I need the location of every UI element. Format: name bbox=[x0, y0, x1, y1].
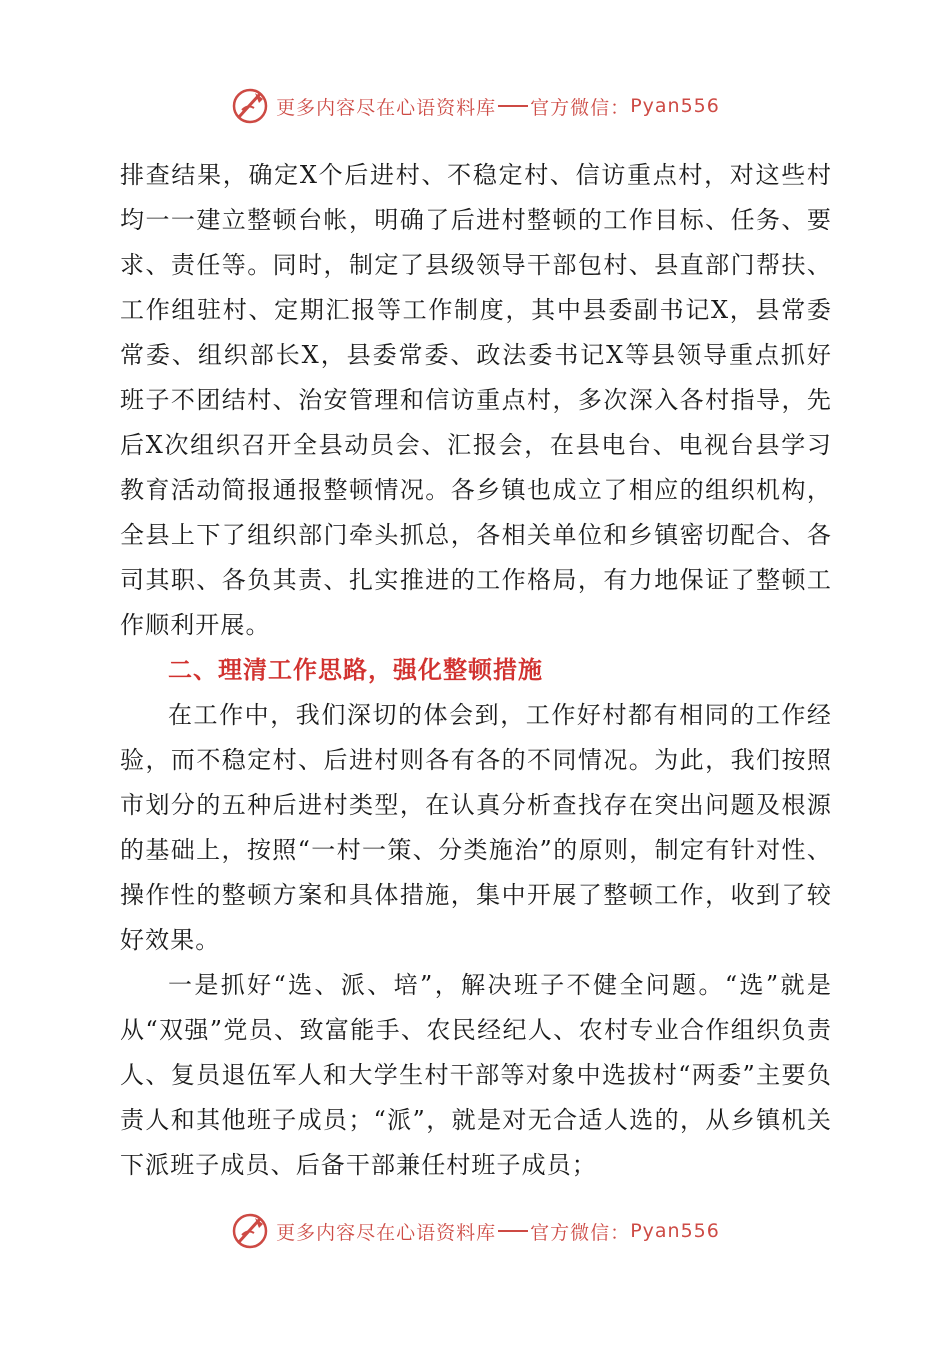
document-body bbox=[120, 153, 832, 1188]
header-banner bbox=[0, 84, 950, 128]
footer-banner bbox=[0, 1209, 950, 1253]
banner-text: 更多内容尽在心语资料库 bbox=[276, 96, 497, 119]
banner-dash bbox=[498, 1230, 528, 1232]
section-heading-2: 二、理清工作思路，强化整顿措施 bbox=[168, 656, 543, 684]
pen-logo-icon bbox=[230, 86, 270, 126]
banner-dash bbox=[498, 105, 528, 107]
banner-wechat-label: 官方微信： bbox=[530, 1221, 631, 1244]
banner-text: 更多内容尽在心语资料库 bbox=[276, 1221, 497, 1244]
banner-wechat-id: Pyan556 bbox=[630, 1220, 720, 1242]
banner-wechat-label: 官方微信： bbox=[530, 96, 631, 119]
paragraph-3: 一是抓好“选、派、培”，解决班子不健全问题。“选”就是从“双强”党员、致富能手、农民经纪人、农村专业合作组织负责人、复员退伍军人和大学生村干部等对象中选拔村“两委”主要负责人和其他班子成员；“派”，就是对无合适人选的，从乡镇机关下派班子成员、后备干部兼任村班子成员； bbox=[120, 971, 832, 1179]
paragraph-2: 在工作中，我们深切的体会到，工作好村都有相同的工作经验，而不稳定村、后进村则各有各的不同情况。为此，我们按照市划分的五种后进村类型，在认真分析查找存在突出问题及根源的基础上，按照“一村一策、分类施治”的原则，制定有针对性、操作性的整顿方案和具体措施，集中开展了整顿工作，收到了较好效果。 bbox=[120, 701, 832, 954]
banner-wechat-id: Pyan556 bbox=[630, 95, 720, 117]
paragraph-1: 排查结果，确定X个后进村、不稳定村、信访重点村，对这些村均一一建立整顿台帐，明确了后进村整顿的工作目标、任务、要求、责任等。同时，制定了县级领导干部包村、县直部门帮扶、工作组驻村、定期汇报等工作制度，其中县委副书记X，县常委常委、组织部长X，县委常委、政法委书记X等县领导重点抓好班子不团结村、治安管理和信访重点村，多次深入各村指导，先后X次组织召开全县动员会、汇报会，在县电台、电视台县学习教育活动简报通报整顿情况。各乡镇也成立了相应的组织机构，全县上下了组织部门牵头抓总，各相关单位和乡镇密切配合、各司其职、各负其责、扎实推进的工作格局，有力地保证了整顿工作顺利开展。 bbox=[120, 161, 832, 639]
pen-logo-icon bbox=[230, 1211, 270, 1251]
